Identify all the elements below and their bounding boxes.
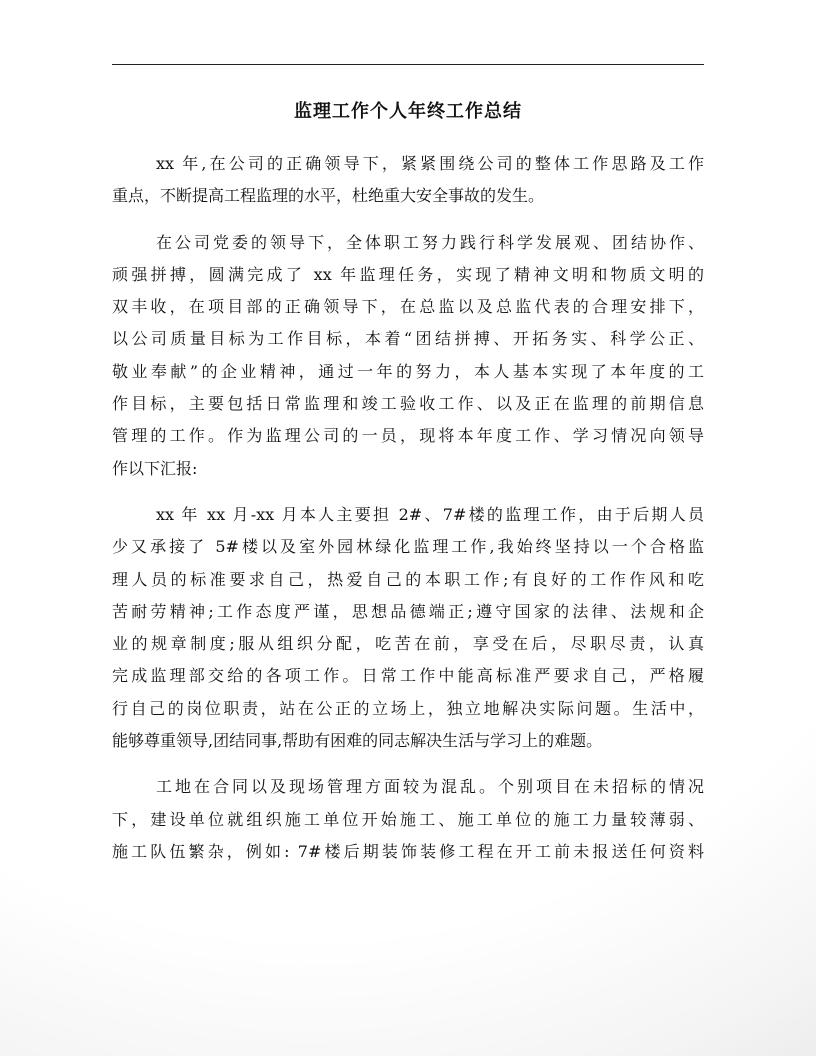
text-line: xx 年,在公司的正确领导下，紧紧围绕公司的整体工作思路及工作: [156, 154, 704, 173]
text-line: 行自己的岗位职责，站在公正的立场上，独立地解决实际问题。生活中，: [112, 698, 704, 718]
text-line: 完成监理部交给的各项工作。日常工作中能高标准严要求自己，严格履: [112, 666, 704, 686]
paragraph-2: [112, 227, 704, 485]
document-body: [112, 148, 704, 882]
text-line: 顽强拼搏，圆满完成了 xx 年监理任务，实现了精神文明和物质文明的: [112, 264, 704, 284]
text-line: 能够尊重领导,团结同事,帮助有困难的同志解决生活与学习上的难题。: [112, 731, 603, 751]
text-line: 管理的工作。作为监理公司的一员，现将本年度工作、学习情况向领导: [112, 426, 704, 446]
text-line: 理人员的标准要求自己，热爱自己的本职工作;有良好的工作作风和吃: [112, 569, 704, 589]
document-title: 监理工作个人年终工作总结: [294, 101, 522, 122]
text-line: 少又承接了 5#楼以及室外园林绿化监理工作,我始终坚持以一个合格监: [112, 537, 704, 557]
text-line: 工地在合同以及现场管理方面较为混乱。个别项目在未招标的情况: [156, 777, 704, 797]
text-line: 施工队伍繁杂，例如: 7#楼后期装饰装修工程在开工前未报送任何资料: [112, 841, 704, 861]
paragraph-1: [112, 148, 704, 213]
paragraph-3: [112, 499, 704, 757]
text-line: 作目标，主要包括日常监理和竣工验收工作、以及正在监理的前期信息: [112, 394, 704, 414]
text-line: 业的规章制度;服从组织分配，吃苦在前，享受在后，尽职尽责，认真: [112, 634, 704, 654]
text-line: 以公司质量目标为工作目标，本着“团结拼搏、开拓务实、科学公正、: [112, 329, 704, 349]
text-line: 敬业奉献”的企业精神，通过一年的努力，本人基本实现了本年度的工: [112, 361, 704, 381]
text-line: xx 年 xx 月-xx 月本人主要担 2#、7#楼的监理工作，由于后期人员: [156, 504, 704, 524]
text-line: 在公司党委的领导下，全体职工努力践行科学发展观、团结协作、: [156, 232, 704, 252]
text-line: 下，建设单位就组织施工单位开始施工、施工单位的施工力量较薄弱、: [112, 809, 704, 829]
header-rule: [112, 64, 704, 65]
text-line: 苦耐劳精神;工作态度严谨，思想品德端正;遵守国家的法律、法规和企: [112, 601, 704, 621]
text-line: 双丰收，在项目部的正确领导下，在总监以及总监代表的合理安排下，: [112, 297, 704, 317]
text-line: 重点，不断提高工程监理的水平，杜绝重大安全事故的发生。: [112, 186, 545, 206]
paragraph-4: [112, 771, 704, 868]
text-line: 作以下汇报:: [112, 458, 198, 478]
